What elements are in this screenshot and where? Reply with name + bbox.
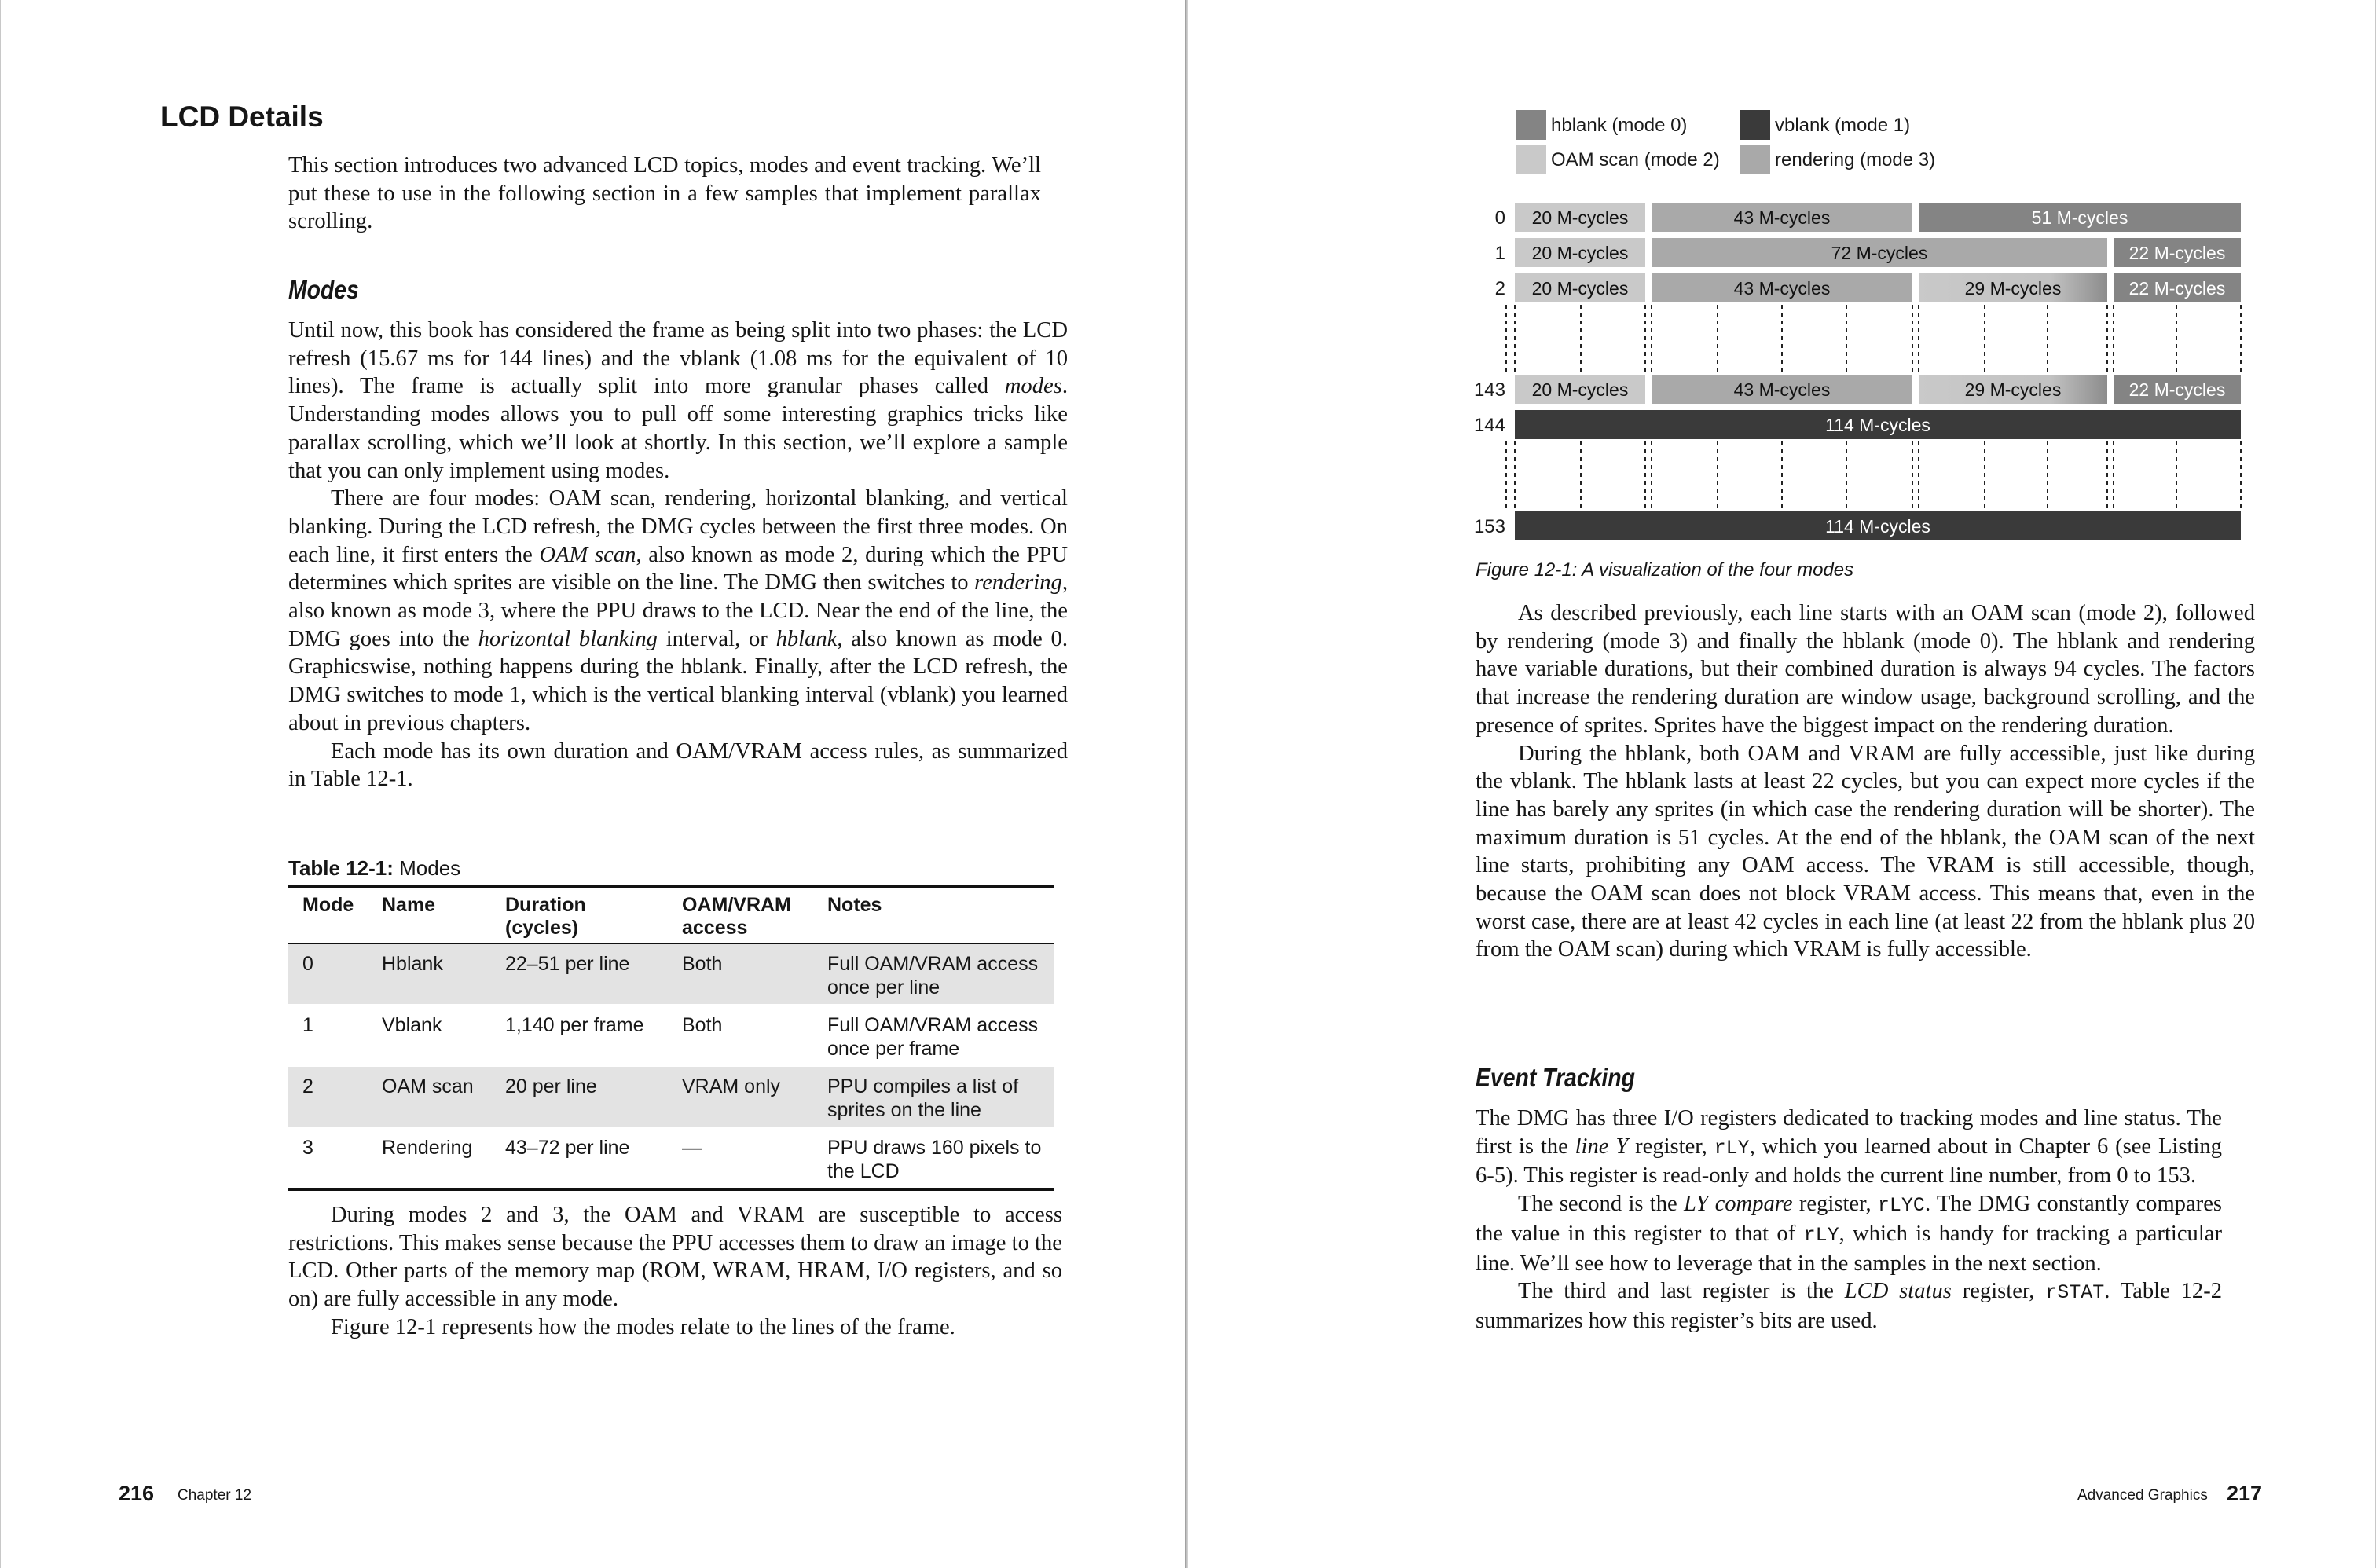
table-cell: 20 per line — [491, 1066, 668, 1127]
right-paragraph-5: The third and last register is the LCD status register, rSTAT. Table 12-2 summarizes how this register’s bits are used. — [1476, 1279, 2223, 1333]
right-paragraph-3: The DMG has three I/O registers dedicated to tracking modes and line status. The first is the line Y register, rLY, which you learned about in Chapter 6 (see Listing 6-5). This register is read-only and holds the current line number, from 0 to 153. — [1476, 1106, 2222, 1189]
intro-paragraph — [288, 152, 1041, 236]
table-row — [288, 1066, 1054, 1127]
modes-table — [288, 885, 1054, 1191]
segment-label: 29 M-cycles — [1964, 379, 2062, 400]
running-footer: Chapter 12 — [178, 1487, 252, 1504]
modes-paragraph-1: Until now, this book has considered the frame as being split into two phases: the LCD refresh (15.67 ms for 144 lines) and the vblank (1.08 ms for the equivalent of 10 lines). The frame is actually split into more granular phases called modes. Understanding modes allows you to pull off some interesting graphics tricks like parallax scrolling, which we’ll look at shortly. In this section, we’ll explore a sample that you can only implement using modes. — [288, 318, 1068, 483]
legend-label-rendering: rendering (mode 3) — [1775, 149, 1936, 170]
table-header: Duration (cycles) — [491, 886, 668, 943]
table-header: Mode — [288, 886, 368, 943]
segment-label: 20 M-cycles — [1531, 278, 1629, 299]
legend-label-vblank: vblank (mode 1) — [1775, 115, 1911, 136]
after-table-paragraph-2: Figure 12-1 represents how the modes relate to the lines of the frame. — [331, 1314, 955, 1339]
page-number: 216 — [119, 1482, 155, 1505]
event-tracking-heading: Event Tracking — [1476, 1063, 1635, 1092]
table-cell: 2 — [288, 1066, 368, 1127]
row-label: 1 — [1494, 243, 1505, 264]
table-row — [288, 1127, 1054, 1189]
table-cell: Hblank — [368, 943, 491, 1005]
table-cell: Vblank — [368, 1005, 491, 1066]
ellipsis-dashes — [1506, 305, 2241, 509]
right-paragraph-1: As described previously, each line starts with an OAM scan (mode 2), followed by rendering (mode 3) and finally the hblank (mode 0). The hblank and rendering have variable durations, but their combined duration is always 94 cycles. The factors that increase the rendering duration are window usage, background scrolling, and the presence of sprites. Sprites have the biggest impact on the rendering duration. — [1476, 601, 2255, 738]
table-cell: 43–72 per line — [491, 1127, 668, 1189]
page-number: 217 — [2227, 1482, 2263, 1505]
table-caption: Table 12-1: Modes — [288, 856, 461, 880]
row-label: 2 — [1494, 278, 1505, 299]
table-header-row — [288, 886, 1054, 943]
table-cell: OAM scan — [368, 1066, 491, 1127]
table-cell: Full OAM/VRAM access once per frame — [813, 1005, 1054, 1066]
section-heading: LCD Details — [160, 101, 324, 133]
table-cell: Both — [668, 943, 813, 1005]
segment-label: 43 M-cycles — [1733, 278, 1831, 299]
legend-swatch-vblank — [1740, 110, 1770, 140]
right-paragraph-4: The second is the LY compare register, rLYC. The DMG constantly compares the value in this register to that of rLY, which is handy for tracking a particular line. We’ll see how to leverage that in the samples in the next section. — [1476, 1192, 2223, 1276]
row-label: 144 — [1473, 415, 1505, 436]
after-table-paragraph-1: During modes 2 and 3, the OAM and VRAM are susceptible to access restrictions. This makes sense because the PPU accesses them to draw an image to the LCD. Other parts of the memory map (ROM, WRAM, HRAM, I/O registers, and so on) are fully accessible in any mode. — [288, 1203, 1062, 1312]
segment-label: 22 M-cycles — [2128, 278, 2226, 299]
segment-label: 22 M-cycles — [2128, 243, 2226, 263]
row-label: 143 — [1473, 379, 1505, 401]
table-cell: 0 — [288, 943, 368, 1005]
modes-paragraph-2: There are four modes: OAM scan, rendering, horizontal blanking, and vertical blanking. During the LCD refresh, the DMG cycles between the first three modes. On each line, it first enters the OAM scan, also known as mode 2, during which the PPU determines which sprites are visible on the line. The DMG then switches to rendering, also known as mode 3, where the PPU draws to the LCD. Near the end of the line, the DMG goes into the horizontal blanking interval, or hblank, also known as mode 0. Graphicswise, nothing happens during the hblank. Finally, after the LCD refresh, the DMG switches to mode 1, which is the vertical blanking interval (vblank) you learned about in previous chapters. — [288, 486, 1069, 735]
table-cell: 22–51 per line — [491, 943, 668, 1005]
segment-label: 72 M-cycles — [1831, 243, 1928, 263]
segment-label: 20 M-cycles — [1531, 243, 1629, 263]
modes-figure — [1461, 102, 2263, 558]
right-body-2 — [1476, 1105, 2222, 1335]
left-page — [0, 0, 1185, 1568]
table-cell: 1 — [288, 1005, 368, 1066]
modes-paragraph-3: Each mode has its own duration and OAM/VRAM access rules, as summarized in Table 12-1. — [288, 738, 1068, 792]
row-label: 153 — [1473, 516, 1505, 537]
segment-label: 51 M-cycles — [2031, 207, 2128, 228]
segment-label: 22 M-cycles — [2128, 379, 2226, 400]
table-row — [288, 1005, 1054, 1066]
modes-body — [288, 317, 1068, 793]
table-cell: 1,140 per frame — [491, 1005, 668, 1066]
segment-label: 20 M-cycles — [1531, 207, 1629, 228]
table-cell: PPU compiles a list of sprites on the line — [813, 1066, 1054, 1127]
segment-label: 29 M-cycles — [1964, 278, 2062, 299]
modes-heading: Modes — [288, 275, 359, 304]
segment-label: 43 M-cycles — [1733, 207, 1831, 228]
intro-text: This section introduces two advanced LCD topics, modes and event tracking. We’ll put these to use in the following section in a few samples that implement parallax scrolling. — [288, 153, 1041, 234]
table-cell: Rendering — [368, 1127, 491, 1189]
after-table-body — [288, 1201, 1062, 1342]
legend-label-oam: OAM scan (mode 2) — [1551, 149, 1720, 170]
table-cell: 3 — [288, 1127, 368, 1189]
table-cell: Both — [668, 1005, 813, 1066]
running-footer: Advanced Graphics — [2077, 1487, 2208, 1504]
row-label: 0 — [1494, 207, 1505, 229]
legend-label-hblank: hblank (mode 0) — [1551, 115, 1688, 136]
segment-label: 20 M-cycles — [1531, 379, 1629, 400]
table-row — [288, 943, 1054, 1005]
right-body-1 — [1476, 599, 2255, 964]
legend-swatch-hblank — [1516, 110, 1546, 140]
table-header: Name — [368, 886, 491, 943]
segment-label: 43 M-cycles — [1733, 379, 1831, 400]
segment-label: 114 M-cycles — [1825, 415, 1930, 435]
table-header: OAM/VRAM access — [668, 886, 813, 943]
figure-caption: Figure 12-1: A visualization of the four modes — [1476, 559, 1854, 581]
right-paragraph-2: During the hblank, both OAM and VRAM are fully accessible, just like during the vblank. The hblank lasts at least 22 cycles, but you can expect more cycles if the line has barely any sprites (in which case the rendering duration will be shorter). The maximum duration is 51 cycles. At the end of the hblank, the OAM scan of the next line starts, prohibiting any OAM access. The VRAM is still accessible, though, because the OAM scan does not block VRAM access. This means that, even in the worst case, there are at least 42 cycles in each line (at least 22 from the hblank plus 20 from the OAM scan) during which VRAM is fully accessible. — [1476, 741, 2255, 962]
table-cell: Full OAM/VRAM access once per line — [813, 943, 1054, 1005]
table-cell: VRAM only — [668, 1066, 813, 1127]
segment-label: 114 M-cycles — [1825, 516, 1930, 537]
table-header: Notes — [813, 886, 1054, 943]
legend-swatch-oam — [1516, 145, 1546, 174]
table-cell: PPU draws 160 pixels to the LCD — [813, 1127, 1054, 1189]
legend-swatch-rendering — [1740, 145, 1770, 174]
table-cell: — — [668, 1127, 813, 1189]
